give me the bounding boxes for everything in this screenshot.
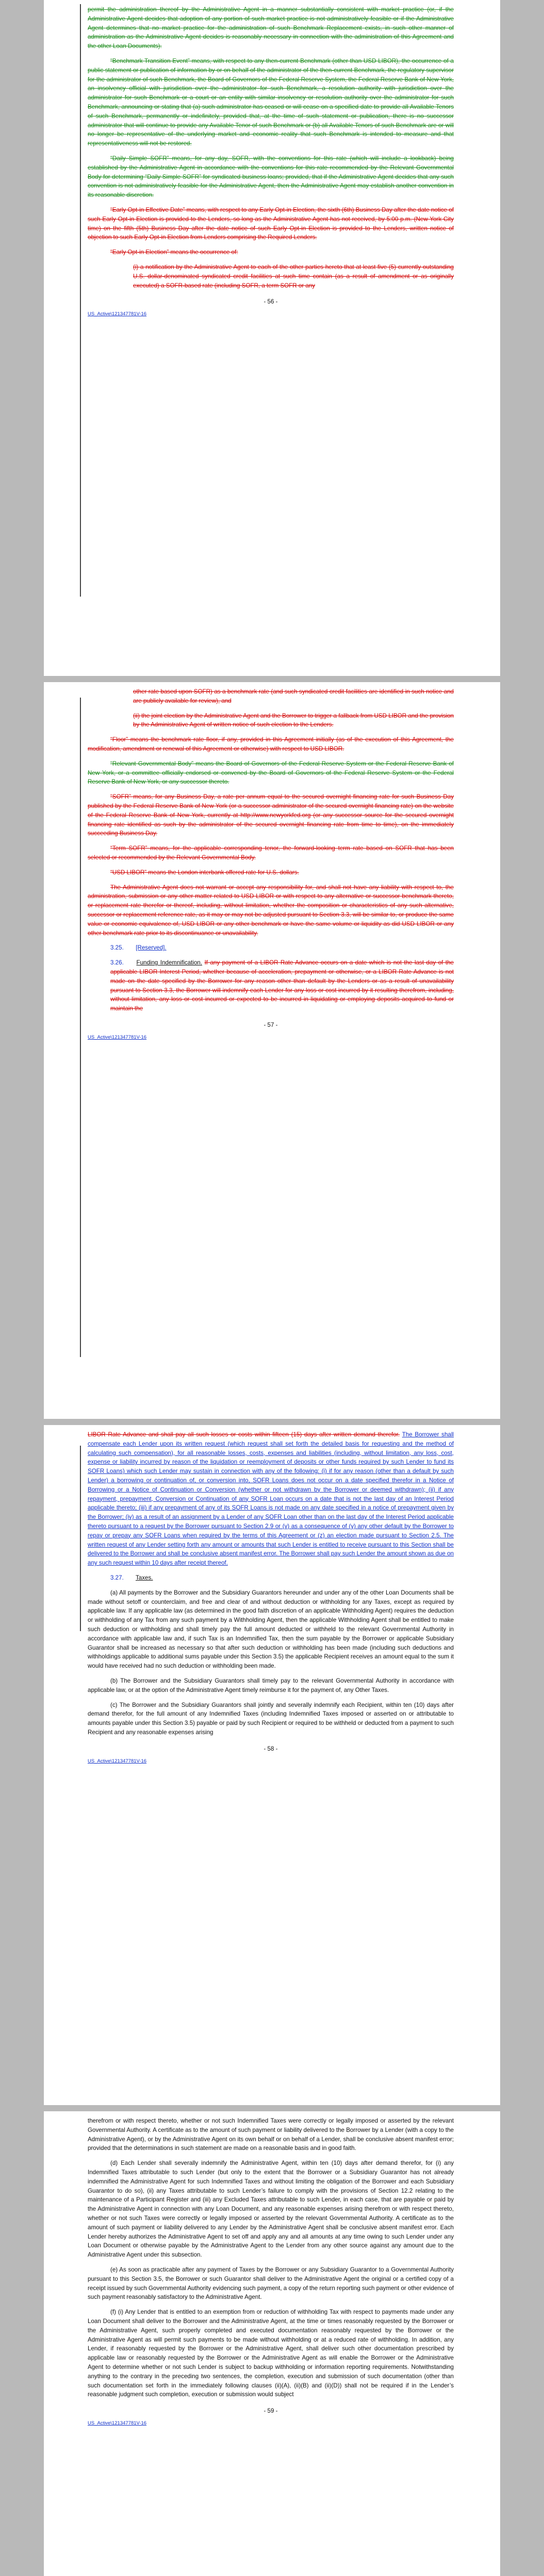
inserted-text: The Borrower shall compensate each Lender upon its written request (which request shall set forth the detailed basis for requesting and the method of calculating such compensation), for all reasonable losses, costs, expenses and liabilities (including, without limitation, any loss, cost, expense or liability incurred by reason of the liquidation or reemployment of deposits or other funds required by such Lender to fund its SOFR Loans) which such Lender may sustain in connection with any of the following: (i) if for any reason (other than a default by such Lender) a borrowing or continuation of, or conversion into, SOFR Loans does not occur on a date specified therefor in a Notice of Borrowing or a Notice of Continuation or Conversion (whether or not withdrawn by the Borrower or deemed withdrawn); (ii) if any repayment, prepayment, Conversion or Continuation of any SOFR Loan occurs on a date that is not the last day of an Interest Period applicable thereto; (iii) if any prepayment of any of its SOFR Loans is not made on any date specified in a notice of prepayment given by the Borrower; (iv) as a result of an assignment by a Lender of any SOFR Loan other than on the last day of the Interest Period applicable thereto pursuant to a request by the Borrower pursuant to Section 2.9 or (v) as a consequence of (y) any other default by the Borrower to repay or prepay any SOFR Loans when required by the terms of this Agreement or (z) an election made pursuant to Section 2.5. The written request of any Lender setting forth any amount or amounts that such Lender is entitled to receive pursuant to this Section shall be delivered to the Borrower and shall be conclusive absent manifest error. The Borrower shall pay such Lender the amount shown as due on any such request within 10 days after receipt thereof. [88, 1431, 454, 1567]
paragraph: (ii) the joint election by the Administrative Agent and the Borrower to trigger a fallback from USD LIBOR and the provision by the Administrative Agent of written notice of such election to the Lenders. [133, 712, 454, 728]
section-title: Funding Indemnification. [136, 959, 203, 967]
paragraph: therefrom or with respect thereto, whether or not such Indemnified Taxes were correctly or legally imposed or asserted by the relevant Governmental Authority. A certificate as to the amount of such payment or liability delivered to the Borrower by a Lender (with a copy to the Administrative Agent), or by the Administrative Agent on its own behalf or on behalf of a Lender, shall be conclusive absent manifest error; provided that the determinations in such statement are made on a reasonable basis and in good faith. [88, 2117, 454, 2152]
document-page-58 [44, 1425, 500, 2105]
document-id-link[interactable]: US_Active\121347781V-16 [88, 2420, 147, 2426]
document-page-59 [44, 2111, 500, 2576]
change-bar [80, 4, 81, 597]
section-title: [Reserved]. [136, 944, 167, 952]
document-page-57 [44, 682, 500, 1419]
section-number: 3.27. [110, 1574, 124, 1581]
paragraph: (c) The Borrower and the Subsidiary Guarantors shall jointly and severally indemnify each Recipient, within ten (10) days after demand therefor, for the full amount of any Indemnified Taxes (including Indemnified Taxes imposed or asserted on or attributable to amounts payable under this Section 3.5) payable or paid by such Recipient or required to be withheld or deducted from a payment to such Recipient and any reasonable expenses arising [88, 1701, 454, 1736]
paragraph: “Early Opt-in Effective Date” means, with respect to any Early Opt-in Election, the sixth (6th) Business Day after the date notice of such Early Opt-in Election is provided to the Lenders, so long as the Administrative Agent has not received, by 5:00 p.m. (New York City time) on the fifth (5th) Business Day after the date notice of such Early Opt-in Election is provided to the Lenders, written notice of objection to such Early Opt-in Election from Lenders comprising the Required Lenders. [88, 206, 454, 241]
paragraph: “SOFR” means, for any Business Day, a rate per annum equal to the secured overnight financing rate for such Business Day published by the Federal Reserve Bank of New York (or a successor administrator of the secured overnight financing rate) on the website of the Federal Reserve Bank of New York, currently at http://www.newyorkfed.org (or any successor source for the secured overnight financing rate identified as such by the administrator of the secured overnight financing rate from time to time), on the immediately succeeding Business Day. [88, 793, 454, 837]
paragraph: The Administrative Agent does not warrant or accept any responsibility for, and shall not have any liability with respect to, the administration, submission or any other matter related to USD LIBOR or with respect to any alternative or successor benchmark thereto, or replacement rate therefor or thereof, including, without limitation, whether the composition or characteristics of any such alternative, successor or replacement reference rate, as it may or may not be adjusted pursuant to Section 3.3, will be similar to, or produce the same value or economic equivalence of, USD LIBOR or any other benchmark or have the same volume or liquidity as did USD LIBOR or any other benchmark rate prior to its discontinuance or unavailability. [88, 884, 454, 937]
section-heading [88, 1573, 454, 1583]
section-number: 3.26. [110, 959, 124, 967]
paragraph: “Daily Simple SOFR” means, for any day, SOFR, with the conventions for this rate (which will include a lookback) being established by the Administrative Agent in accordance with the conventions for this rate recommended by the Relevant Governmental Body for determining “Daily Simple SOFR” for syndicated business loans; provided, that if the Administrative Agent decides that any such convention is not administratively feasible for the Administrative Agent, then the Administrative Agent may establish another convention in its reasonable discretion. [88, 155, 454, 199]
paragraph: “USD LIBOR” means the London interbank offered rate for U.S. dollars. [110, 869, 299, 876]
change-bar [80, 1446, 81, 1631]
paragraph: (d) Each Lender shall severally indemnify the Administrative Agent, within ten (10) days after demand therefor, for (i) any Indemnified Taxes attributable to such Lender (but only to the extent that the Borrower or a Subsidiary Guarantor has not already indemnified the Administrative Agent for such Indemnified Taxes and without limiting the obligation of the Borrower and each Subsidiary Guarantor to do so), (ii) any Taxes attributable to such Lender’s failure to comply with the provisions of Section 12.2 relating to the maintenance of a Participant Register and (iii) any Excluded Taxes attributable to such Lender, in each case, that are payable or paid by the Administrative Agent in connection with any Loan Document, and any reasonable expenses arising therefrom or with respect thereto, whether or not such Taxes were correctly or legally imposed or asserted by the relevant Governmental Authority. A certificate as to the amount of such payment or liability delivered to any Lender by the Administrative Agent shall be conclusive absent manifest error. Each Lender hereby authorizes the Administrative Agent to set off and apply any and all amounts at any time owing to such Lender under any Loan Document or otherwise payable by the Administrative Agent to the Lender from any other source against any amount due to the Administrative Agent under this subsection. [88, 2160, 454, 2259]
section-title: Taxes. [136, 1574, 153, 1581]
paragraph: (b) The Borrower and the Subsidiary Guarantors shall timely pay to the relevant Governmental Authority in accordance with applicable law, or at the option of the Administrative Agent timely reimburse it for the payment of, any Other Taxes. [88, 1677, 454, 1693]
deleted-text: LIBOR Rate Advance and shall pay all such losses or costs within fifteen (15) days after written demand therefor. [88, 1431, 400, 1438]
paragraph: permit the administration thereof by the Administrative Agent in a manner substantially consistent with market practice (or, if the Administrative Agent decides that adoption of any portion of such market practice is not administratively feasible or if the Administrative Agent determines that no market practice for the administration of such Benchmark Replacement exists, in such other manner of administration as the Administrative Agent decides is reasonably necessary in connection with the administration of this Agreement and the other Loan Documents). [88, 6, 454, 50]
paragraph [88, 1430, 454, 1568]
section-heading [88, 958, 454, 1013]
paragraph: “Relevant Governmental Body” means the Board of Governors of the Federal Reserve System or the Federal Reserve Bank of New York, or a committee officially endorsed or convened by the Board of Governors of the Federal Reserve System or the Federal Reserve Bank of New York, or any successor thereto. [88, 760, 454, 786]
paragraph: “Floor” means the benchmark rate floor, if any, provided in this Agreement initially (as of the execution of this Agreement, the modification, amendment or renewal of this Agreement or otherwise) with respect to USD LIBOR. [88, 736, 454, 752]
section-body: If any payment of a LIBOR Rate Advance occurs on a date which is not the last day of the applicable LIBOR Interest Period, whether because of acceleration, prepayment or otherwise, or a LIBOR Rate Advance is not made on the date specified by the Borrower for any reason other than default by the Lenders or as a result of unavailability pursuant to Section 3.3, the Borrower will indemnify each Lender for any loss or cost incurred by it resulting therefrom, including, without limitation, any loss or cost incurred or expected to be incurred in liquidating or employing deposits acquired to fund or maintain the [110, 959, 454, 1012]
paragraph: other rate based upon SOFR) as a benchmark rate (and such syndicated credit facilities are identified in such notice and are publicly available for review), and [133, 688, 454, 704]
document-page-56 [44, 0, 500, 676]
paragraph: (f) (i) Any Lender that is entitled to an exemption from or reduction of withholding Tax with respect to payments made under any Loan Document shall deliver to the Borrower and the Administrative Agent, at the time or times reasonably requested by the Borrower or the Administrative Agent, such properly completed and executed documentation reasonably requested by the Borrower or the Administrative Agent as will permit such payments to be made without withholding or at a reduced rate of withholding. In addition, any Lender, if reasonably requested by the Borrower or the Administrative Agent, shall deliver such other documentation prescribed by applicable law or reasonably requested by the Borrower or the Administrative Agent as will enable the Borrower or the Administrative Agent to determine whether or not such Lender is subject to backup withholding or information reporting requirements. Notwithstanding anything to the contrary in the preceding two sentences, the completion, execution and submission of such documentation (other than such documentation set forth in the immediately following clauses (ii)(A), (ii)(B) and (ii)(D)) shall not be required if in the Lender’s reasonable judgment such completion, execution or submission would subject [88, 2309, 454, 2398]
paragraph: “Term SOFR” means, for the applicable corresponding tenor, the forward-looking term rate based on SOFR that has been selected or recommended by the Relevant Governmental Body. [88, 845, 454, 861]
paragraph: (e) As soon as practicable after any payment of Taxes by the Borrower or any Subsidiary Guarantor to a Governmental Authority pursuant to this Section 3.5, the Borrower or such Guarantor shall deliver to the Administrative Agent the original or a certified copy of a receipt issued by such Governmental Authority evidencing such payment, a copy of the return reporting such payment or other evidence of such payment reasonably satisfactory to the Administrative Agent. [88, 2266, 454, 2301]
change-bar [80, 698, 81, 1357]
page-number: - 59 - [263, 2408, 278, 2415]
page-number: - 57 - [263, 1021, 278, 1028]
page-number: - 58 - [263, 1745, 278, 1752]
section-heading [88, 943, 454, 953]
document-id-link[interactable]: US_Active\121347781V-16 [88, 1034, 147, 1040]
paragraph: “Benchmark Transition Event” means, with respect to any then-current Benchmark (other than USD LIBOR), the occurrence of a public statement or publication of information by or on behalf of the administrator of the then-current Benchmark, the regulatory supervisor for the administrator of such Benchmark, the Board of Governors of the Federal Reserve System, the Federal Reserve Bank of New York, an insolvency official with jurisdiction over the administrator for such Benchmark, a resolution authority with jurisdiction over the administrator for such Benchmark or a court or an entity with similar insolvency or resolution authority over the administrator for such Benchmark, announcing or stating that (a) such administrator has ceased or will cease on a specified date to provide all Available Tenors of such Benchmark, permanently or indefinitely, provided that, at the time of such statement or publication, there is no successor administrator that will continue to provide any Available Tenor of such Benchmark or (b) all Available Tenors of such Benchmark are or will no longer be representative of the underlying market and economic reality that such Benchmark is intended to measure and that representativeness will not be restored. [88, 57, 454, 147]
document-id-link[interactable]: US_Active\121347781V-16 [88, 1758, 147, 1764]
paragraph: (i) a notification by the Administrative Agent to each of the other parties hereto that at least five (5) currently outstanding U.S. dollar-denominated syndicated credit facilities at such time contain (as a result of amendment or as originally executed) a SOFR-based rate (including SOFR, a term SOFR or any [133, 263, 454, 289]
document-id-link[interactable]: US_Active\121347781V-16 [88, 311, 147, 317]
paragraph: (a) All payments by the Borrower and the Subsidiary Guarantors hereunder and under any of the other Loan Documents shall be made without setoff or counterclaim, and free and clear of and without deduction or withholding for any Taxes, except as required by applicable law. If any applicable law (as determined in the good faith discretion of an applicable Withholding Agent) requires the deduction or withholding of any Tax from any such payment by a Withholding Agent, then the applicable Withholding Agent shall be entitled to make such deduction or withholding and shall timely pay the full amount deducted or withheld to the relevant Governmental Authority in accordance with applicable law and, if such Tax is an Indemnified Tax, then the sum payable by the Borrower or applicable Subsidiary Guarantor shall be increased as necessary so that after such deduction or withholding has been made (including such deductions and withholdings applicable to additional sums payable under this Section 3.5) the applicable Recipient receives an amount equal to the sum it would have received had no such deduction or withholding been made. [88, 1589, 454, 1670]
section-number: 3.25. [110, 944, 124, 952]
page-number: - 56 - [263, 298, 278, 306]
paragraph: “Early Opt-in Election” means the occurrence of: [110, 249, 238, 256]
